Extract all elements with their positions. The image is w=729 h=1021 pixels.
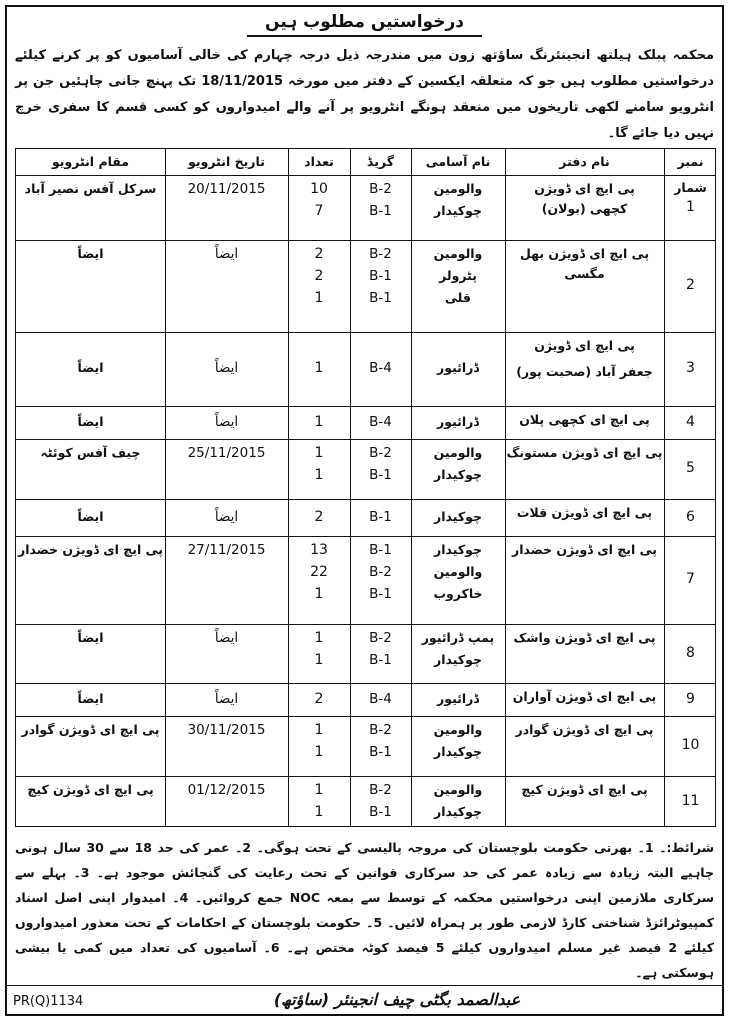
- post-grade: B-4: [369, 360, 392, 376]
- post-name: والومین: [433, 246, 483, 261]
- row-divider: [16, 439, 715, 440]
- post-count: 1: [314, 290, 324, 306]
- post-count: 2: [314, 509, 324, 525]
- post-grade: B-2: [369, 445, 392, 461]
- row-divider: [16, 624, 715, 625]
- interview-date: 27/11/2015: [187, 542, 266, 558]
- row-divider: [16, 716, 715, 717]
- reference-code: PR(Q)1134: [13, 994, 84, 1009]
- post-grade: B-2: [369, 181, 392, 197]
- post-name: پمپ ڈرائیور: [421, 630, 495, 645]
- header-grade: گریڈ: [367, 154, 394, 169]
- post-count: 10: [310, 181, 328, 197]
- interview-place: ایضاً: [77, 509, 104, 524]
- post-name: پٹرولر: [439, 268, 477, 283]
- post-grade: B-1: [369, 804, 392, 820]
- row-divider: [16, 175, 715, 176]
- office-name: پی ایچ ای ڈویژن گوادر: [515, 722, 654, 737]
- header-office: نام دفتر: [559, 154, 610, 169]
- post-grade: B-1: [369, 652, 392, 668]
- interview-date: 01/12/2015: [187, 782, 266, 798]
- office-name-line2: جعفر آباد (صحبت پور): [516, 364, 653, 379]
- footer-divider: [7, 985, 722, 986]
- office-name: پی ایچ ای ڈویژن خضدار: [512, 542, 657, 557]
- interview-place: ایضاً: [77, 630, 104, 645]
- interview-date: ایضاً: [214, 630, 239, 646]
- row-divider: [16, 406, 715, 407]
- post-grade: B-1: [369, 586, 392, 602]
- intro-paragraph: محکمہ پبلک ہیلتھ انجینئرنگ ساؤتھ زون میں مندرجہ ذیل درجہ چہارم کی خالی آسامیوں کو پر کرنے کیلئے درخواستیں مطلوب ہیں جو کہ متعلقہ ایکسین کے دفتر میں مورخہ 18/11/2015 تک پہنچ جانی چاہئیں جن پر انٹرویو سامنے لکھی تاریخوں میں منعقد ہونگے انٹرویو پر آنے والے امیدواروں کو کسی قسم کا سفری خرچ نہیں دیا جائے گا۔: [15, 48, 714, 141]
- serial-number: 3: [686, 360, 695, 376]
- interview-date: ایضاً: [214, 414, 239, 430]
- post-name: چوکیدار: [434, 542, 482, 557]
- post-count: 2: [314, 246, 324, 262]
- interview-place: پی ایچ ای ڈویژن خضدار: [18, 542, 163, 557]
- interview-date: ایضاً: [214, 360, 239, 376]
- office-name: پی ایچ ای کچھی پلان: [519, 412, 650, 427]
- post-count: 22: [310, 564, 328, 580]
- header-date: تاریخ انٹرویو: [188, 154, 265, 169]
- office-name: پی ایچ ای ڈویژن: [534, 181, 635, 196]
- post-grade: B-4: [369, 414, 392, 430]
- serial-number: 11: [681, 793, 700, 809]
- post-name: چوکیدار: [434, 509, 482, 524]
- office-name: پی ایچ ای ڈویژن مستونگ: [506, 445, 663, 460]
- row-divider: [16, 332, 715, 333]
- post-count: 1: [314, 804, 324, 820]
- post-name: ڈرائیور: [437, 691, 479, 706]
- office-name-line2: کچھی (بولان): [541, 201, 628, 216]
- office-name: پی ایچ ای ڈویژن واشک: [513, 630, 656, 645]
- office-name: پی ایچ ای ڈویژن بھل مگسی: [519, 246, 650, 281]
- post-name: والومین: [433, 782, 483, 797]
- row-divider: [16, 536, 715, 537]
- post-count: 2: [314, 268, 324, 284]
- header-serial: نمبر شمار: [674, 154, 707, 195]
- interview-place: ایضاً: [77, 360, 104, 375]
- ad-title: درخواستیں مطلوب ہیں: [247, 11, 482, 37]
- serial-number: 5: [686, 460, 695, 476]
- interview-place: ایضاً: [77, 414, 104, 429]
- post-grade: B-1: [369, 467, 392, 483]
- interview-date: ایضاً: [214, 509, 239, 525]
- header-count: تعداد: [304, 154, 334, 169]
- title-block: [7, 11, 722, 37]
- post-name: خاکروب: [433, 586, 483, 601]
- interview-date: 20/11/2015: [187, 181, 266, 197]
- post-grade: B-1: [369, 268, 392, 284]
- post-grade: B-2: [369, 246, 392, 262]
- post-name: چوکیدار: [434, 804, 482, 819]
- post-grade: B-1: [369, 509, 392, 525]
- row-divider: [16, 240, 715, 241]
- column-divider: [664, 149, 665, 826]
- interview-place: ایضاً: [77, 246, 104, 261]
- post-grade: B-1: [369, 744, 392, 760]
- post-count: 1: [314, 782, 324, 798]
- office-name: پی ایچ ای ڈویژن آواران: [512, 689, 657, 704]
- post-count: 7: [314, 203, 324, 219]
- post-grade: B-2: [369, 782, 392, 798]
- interview-place: پی ایچ ای ڈویژن کیچ: [27, 782, 154, 797]
- post-count: 1: [314, 630, 324, 646]
- post-name: ڈرائیور: [437, 360, 479, 375]
- post-count: 13: [310, 542, 328, 558]
- post-count: 1: [314, 652, 324, 668]
- header-place: مقام انٹرویو: [51, 154, 130, 169]
- post-grade: B-1: [369, 290, 392, 306]
- post-count: 1: [314, 744, 324, 760]
- post-name: والومین: [433, 445, 483, 460]
- post-grade: B-2: [369, 630, 392, 646]
- serial-number: 9: [686, 691, 695, 707]
- post-count: 1: [314, 414, 324, 430]
- interview-place: ایضاً: [77, 691, 104, 706]
- signature-line: عبدالصمد بگٹی چیف انجینئر (ساؤتھ): [273, 990, 521, 1009]
- office-name: پی ایچ ای ڈویژن کیچ: [521, 782, 648, 797]
- serial-number: 6: [686, 509, 695, 525]
- interview-date: 30/11/2015: [187, 722, 266, 738]
- row-divider: [16, 776, 715, 777]
- post-count: 1: [314, 467, 324, 483]
- post-name: والومین: [433, 181, 483, 196]
- interview-place: چیف آفس کوئٹہ: [40, 445, 141, 460]
- office-name: پی ایچ ای ڈویژن: [534, 338, 635, 353]
- serial-number: 1: [686, 199, 695, 215]
- office-name: پی ایچ ای ڈویژن قلات: [516, 505, 653, 520]
- post-name: چوکیدار: [434, 744, 482, 759]
- post-count: 1: [314, 722, 324, 738]
- post-grade: B-1: [369, 542, 392, 558]
- post-count: 1: [314, 445, 324, 461]
- post-name: چوکیدار: [434, 652, 482, 667]
- advertisement-page: [5, 5, 724, 1016]
- interview-place: پی ایچ ای ڈویژن گوادر: [21, 722, 160, 737]
- interview-date: ایضاً: [214, 246, 239, 262]
- interview-place: سرکل آفس نصیر آباد: [24, 181, 157, 196]
- post-grade: B-4: [369, 691, 392, 707]
- post-count: 1: [314, 586, 324, 602]
- post-grade: B-1: [369, 203, 392, 219]
- serial-number: 10: [681, 737, 700, 753]
- interview-date: ایضاً: [214, 691, 239, 707]
- post-name: چوکیدار: [434, 467, 482, 482]
- conditions-paragraph: شرائط:۔ 1۔ بھرتی حکومت بلوچستان کی مروجہ پالیسی کے تحت ہوگی۔ 2۔ عمر کی حد 18 سے 30 سال ہونی چاہیے البتہ زیادہ سے زیادہ عمر کی حد سرکاری قوانین کے تحت رعایت کی گنجائش موجود ہے۔ 3۔ پہلے سے سرکاری ملازمین اپنی درخواستیں محکمہ کے توسط سے بمعہ NOC جمع کروائیں۔ 4۔ امیدوار اپنی اصل اسناد کمپیوٹرائزڈ شناختی کارڈ لازمی طور پر ہمراہ لائیں۔ 5۔ حکومت بلوچستان کے احکامات کے تحت معذور امیدواروں کیلئے 2 فیصد غیر مسلم امیدواروں کیلئے 5 فیصد کوٹہ مختص ہے۔ 6۔ آسامیوں کی تعداد میں کمی یا بیشی ہوسکتی ہے۔: [15, 840, 715, 980]
- row-divider: [16, 499, 715, 500]
- post-count: 1: [314, 360, 324, 376]
- vacancy-table: [15, 148, 716, 827]
- post-grade: B-2: [369, 564, 392, 580]
- interview-date: 25/11/2015: [187, 445, 266, 461]
- post-grade: B-2: [369, 722, 392, 738]
- post-count: 2: [314, 691, 324, 707]
- post-name: چوکیدار: [434, 203, 482, 218]
- post-name: ڈرائیور: [437, 414, 479, 429]
- serial-number: 8: [686, 645, 695, 661]
- serial-number: 4: [686, 414, 695, 430]
- post-name: والومین: [433, 564, 483, 579]
- post-name: قلی: [445, 290, 471, 305]
- post-name: والومین: [433, 722, 483, 737]
- serial-number: 7: [686, 571, 695, 587]
- header-post: نام آسامی: [425, 154, 491, 169]
- row-divider: [16, 683, 715, 684]
- serial-number: 2: [686, 277, 695, 293]
